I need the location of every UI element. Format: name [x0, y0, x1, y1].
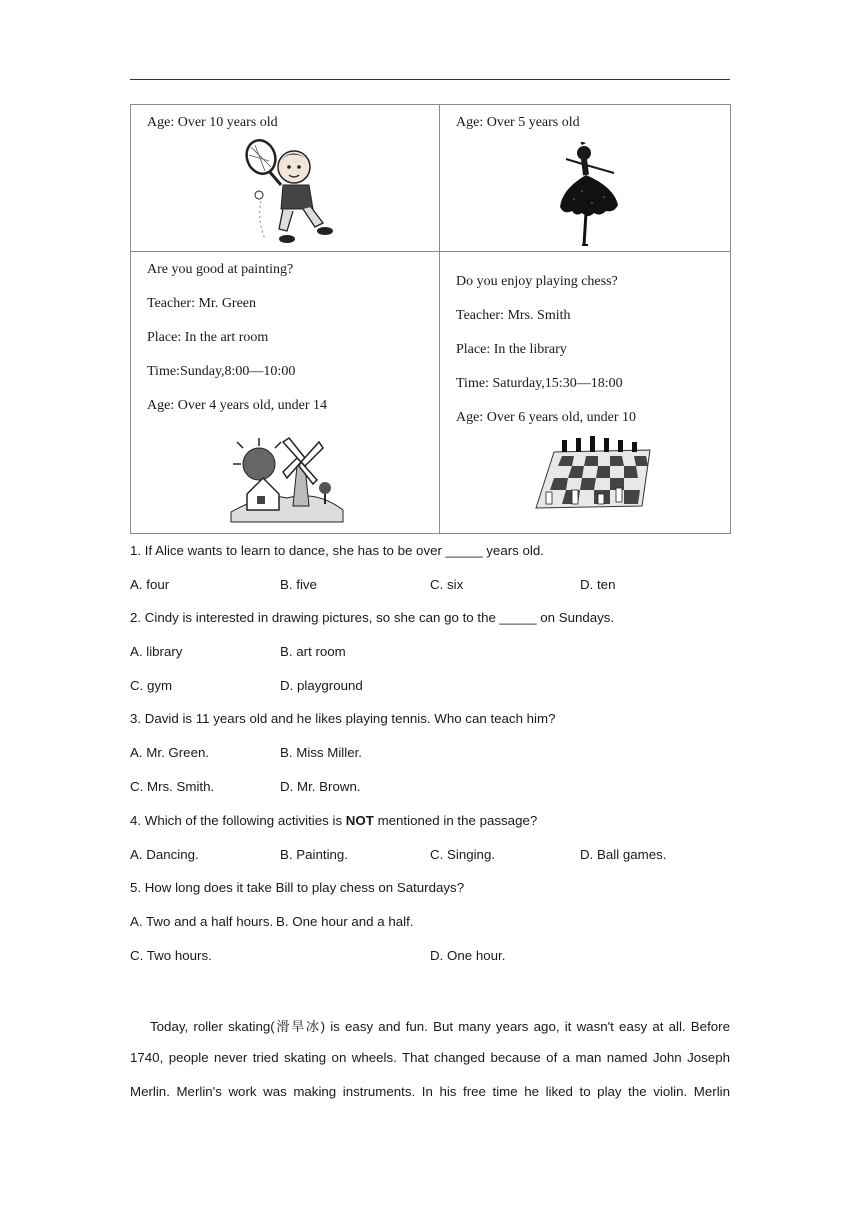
- question-1-option-a: A. four: [130, 577, 170, 592]
- question-5-stem: 5. How long does it take Bill to play chess on Saturdays?: [130, 880, 465, 895]
- painting-line-2: Teacher: Mr. Green: [147, 296, 257, 311]
- painting-line-1: Are you good at painting?: [147, 262, 294, 277]
- question-5-option-d: D. One hour.: [430, 948, 506, 963]
- question-4-option-d: D. Ball games.: [580, 847, 667, 862]
- question-3-option-b: B. Miss Miller.: [280, 745, 363, 760]
- dance-age: Age: Over 5 years old: [456, 115, 580, 130]
- cell-painting: [131, 252, 440, 534]
- passage-line-3: Merlin. Merlin's work was making instruments. In his free time he liked to play the violin. Merlin: [130, 1084, 730, 1099]
- question-5-option-c: C. Two hours.: [130, 948, 212, 963]
- chess-board-image: [532, 434, 656, 514]
- question-3-option-d: D. Mr. Brown.: [280, 779, 361, 794]
- question-2-option-a: A. library: [130, 644, 183, 659]
- question-2-option-b: B. art room: [280, 644, 346, 659]
- tennis-age: Age: Over 10 years old: [147, 115, 278, 130]
- question-1-option-b: B. five: [280, 577, 317, 592]
- question-4-stem-before: 4. Which of the following activities is: [130, 813, 346, 828]
- boy-tennis-image: [239, 139, 339, 249]
- chess-line-1: Do you enjoy playing chess?: [456, 274, 618, 289]
- question-5-option-b: B. One hour and a half.: [276, 914, 414, 929]
- question-1-stem: 1. If Alice wants to learn to dance, she has to be over _____ years old.: [130, 543, 544, 558]
- question-4-stem-after: mentioned in the passage?: [373, 813, 538, 828]
- painting-line-5: Age: Over 4 years old, under 14: [147, 398, 328, 413]
- question-4-stem: [130, 813, 537, 828]
- ballet-dancer-image: [552, 141, 628, 249]
- question-1-option-c: C. six: [430, 577, 464, 592]
- cell-chess: [440, 252, 731, 534]
- question-4-option-b: B. Painting.: [280, 847, 349, 862]
- question-2-option-d: D. playground: [280, 678, 363, 693]
- windmill-house-image: [227, 426, 347, 524]
- chess-line-3: Place: In the library: [456, 342, 567, 357]
- cell-dance: [440, 105, 731, 252]
- question-2-option-c: C. gym: [130, 678, 173, 693]
- chess-line-5: Age: Over 6 years old, under 10: [456, 410, 637, 425]
- chess-line-4: Time: Saturday,15:30—18:00: [456, 376, 623, 391]
- question-3-option-c: C. Mrs. Smith.: [130, 779, 215, 794]
- painting-line-4: Time:Sunday,8:00—10:00: [147, 364, 296, 379]
- question-4-option-a: A. Dancing.: [130, 847, 199, 862]
- cell-tennis: [131, 105, 440, 252]
- question-5-option-a: A. Two and a half hours.: [130, 914, 274, 929]
- activity-table: [130, 104, 731, 534]
- question-4-stem-bold: NOT: [345, 813, 374, 828]
- question-1-option-d: D. ten: [580, 577, 616, 592]
- painting-line-3: Place: In the art room: [147, 330, 269, 345]
- question-3-option-a: A. Mr. Green.: [130, 745, 210, 760]
- question-3-stem: 3. David is 11 years old and he likes playing tennis. Who can teach him?: [130, 711, 556, 726]
- chess-line-2: Teacher: Mrs. Smith: [456, 308, 571, 323]
- question-4-option-c: C. Singing.: [430, 847, 496, 862]
- passage-line-2: 1740, people never tried skating on wheels. That changed because of a man named John Joseph: [130, 1050, 730, 1065]
- header-rule: [130, 79, 730, 80]
- passage-line-1: Today, roller skating(滑旱冰) is easy and fun. But many years ago, it wasn't easy at all. Before: [150, 1019, 730, 1034]
- question-2-stem: 2. Cindy is interested in drawing pictures, so she can go to the _____ on Sundays.: [130, 610, 615, 625]
